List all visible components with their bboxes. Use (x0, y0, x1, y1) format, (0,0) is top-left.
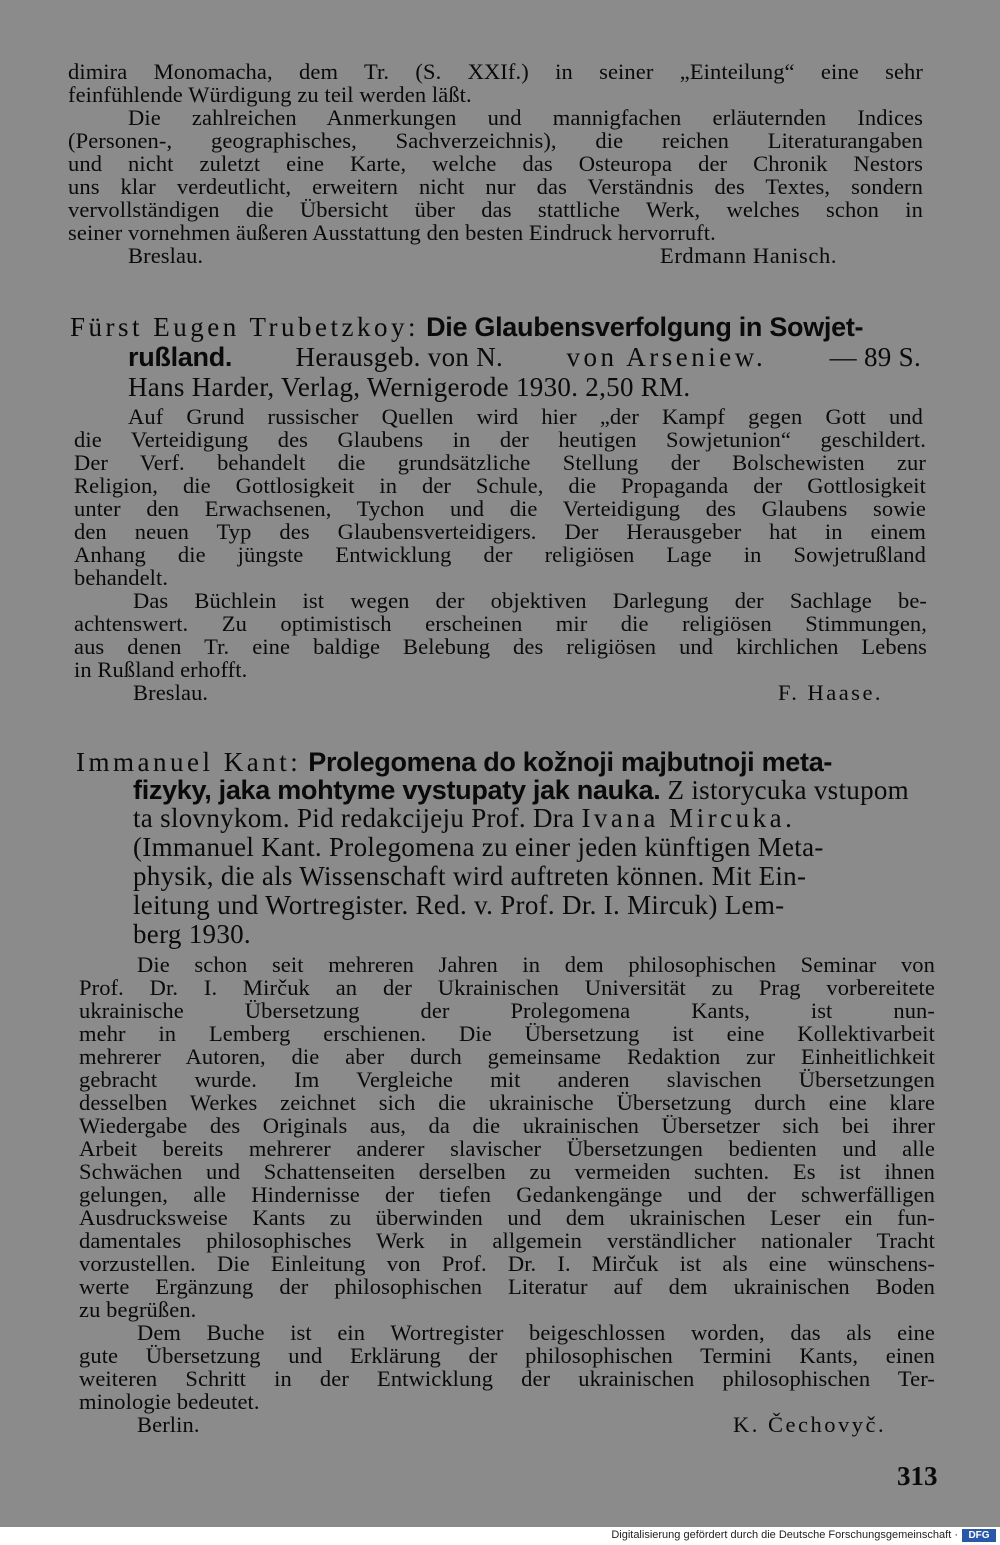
text-line: minologie bedeutet. (79, 1389, 260, 1414)
footer-text: Digitalisierung gefördert durch die Deutsche Forschungsgemeinschaft · (611, 1529, 958, 1541)
text-line: in Rußland erhofft. (74, 657, 248, 682)
review-editor: von Arseniew. (566, 342, 767, 372)
review-place: Breslau. (128, 243, 204, 268)
text-line: seiner vornehmen äußeren Ausstattung den besten Eindruck hervorruft. (68, 220, 716, 245)
review-heading (70, 312, 863, 342)
review-book-title: Prolegomena do kožnoji majbutnoji meta- (308, 747, 833, 777)
text-line: Religion, die Gottlosigkeit in der Schule, die Propaganda der Gottlosigkeit (74, 473, 926, 498)
review-book-title: fizyky, jaka mohtyme vystupaty jak nauka. (133, 775, 661, 805)
review-signature: K. Čechovyč. (733, 1412, 887, 1437)
review-publication: ta slovnykom. Pid redakcijeju Prof. Dra (133, 803, 575, 833)
text-line: werte Ergänzung der philosophischen Literatur auf dem ukrainischen Boden (79, 1274, 935, 1299)
text-line: den neuen Typ des Glaubensverteidigers. Der Herausgeber hat in einem (74, 519, 926, 544)
text-line: behandelt. (74, 565, 169, 590)
text-line: achtenswert. Zu optimistisch erscheinen mir die religiösen Stimmungen, (74, 611, 927, 636)
text-line: weiteren Schritt in der Entwicklung der ukrainischen philosophischen Ter- (79, 1366, 935, 1391)
review-heading-line (133, 803, 795, 833)
review-heading-line (128, 342, 921, 372)
review-book-title: rußland. (128, 342, 233, 372)
text-line: Arbeit bereits mehrerer anderer slavischer Übersetzungen bedienten und alle (79, 1136, 935, 1161)
text-line: Anhang die jüngste Entwicklung der religiösen Lage in Sowjetrußland (74, 542, 926, 567)
text-line: Prof. Dr. I. Mirčuk an der Ukrainischen Universität zu Prag vorbereitete (79, 975, 935, 1000)
review-place: Breslau. (133, 680, 209, 705)
review-place: Berlin. (137, 1412, 200, 1437)
review-publication: berg 1930. (133, 919, 251, 949)
text-line: mehrerer Autoren, die aber durch gemeinsame Redaktion zur Einheitlichkeit (79, 1044, 935, 1069)
text-line: desselben Werkes zeichnet sich die ukrainische Übersetzung durch eine klare (79, 1090, 935, 1115)
text-line: aus denen Tr. eine baldige Belebung des religiösen und kirchlichen Lebens (74, 634, 927, 659)
review-publication: (Immanuel Kant. Prolegomena zu einer jeden künftigen Meta- (133, 832, 824, 862)
page-number: 313 (897, 1461, 938, 1491)
text-line: vervollständigen die Übersicht über das stattliche Werk, welches schon in (68, 197, 923, 222)
text-line: Schwächen und Schattenseiten derselben zu vermeiden suchten. Es ist ihnen (79, 1159, 935, 1184)
text-line: feinfühlende Würdigung zu teil werden läßt. (68, 82, 472, 107)
review-editor: Ivana Mircuka. (581, 803, 796, 833)
text-line: Die zahlreichen Anmerkungen und mannigfachen erläuternden Indices (128, 105, 923, 130)
dfg-logo-icon: DFG (962, 1529, 996, 1542)
text-line: Die schon seit mehreren Jahren in dem philosophischen Seminar von (137, 952, 935, 977)
review-heading (76, 747, 832, 777)
review-publication: Z istorycuka vstupom (667, 775, 909, 805)
text-line: zu begrüßen. (79, 1297, 197, 1322)
review-pages: — 89 S. (829, 342, 921, 372)
text-line: Der Verf. behandelt die grundsätzliche Stellung der Bolschewisten zur (74, 450, 926, 475)
review-heading-line (133, 775, 909, 805)
text-line: Auf Grund russischer Quellen wird hier „der Kampf gegen Gott und (128, 404, 923, 429)
text-line: dimira Monomacha, dem Tr. (S. XXIf.) in seiner „Einteilung“ eine sehr (68, 59, 923, 84)
review-signature: Erdmann Hanisch. (660, 243, 838, 268)
text-line: mehr in Lemberg erschienen. Die Übersetzung ist eine Kollektivarbeit (79, 1021, 935, 1046)
review-author: Immanuel Kant: (76, 747, 302, 777)
review-publication: Herausgeb. von N. (295, 342, 504, 372)
text-line: ukrainische Übersetzung der Prolegomena Kants, ist nun- (79, 998, 935, 1023)
text-line: die Verteidigung des Glaubens in der heutigen Sowjetunion“ geschildert. (74, 427, 926, 452)
text-line: uns klar verdeutlicht, erweitern nicht nur das Verständnis des Textes, sondern (68, 174, 923, 199)
text-line: gute Übersetzung und Erklärung der philosophischen Termini Kants, einen (79, 1343, 935, 1368)
review-publication: leitung und Wortregister. Red. v. Prof. Dr. I. Mircuk) Lem- (133, 890, 785, 920)
text-line: gebracht wurde. Im Vergleiche mit anderen slavischen Übersetzungen (79, 1067, 935, 1092)
text-line: damentales philosophisches Werk in allgemein verständlicher nationaler Tracht (79, 1228, 935, 1253)
text-line: vorzustellen. Die Einleitung von Prof. Dr. I. Mirčuk ist als eine wünschens- (79, 1251, 935, 1276)
review-publication: physik, die als Wissenschaft wird auftreten können. Mit Ein- (133, 861, 807, 891)
text-line: unter den Erwachsenen, Tychon und die Verteidigung des Glaubens sowie (74, 496, 926, 521)
text-line: gelungen, alle Hindernisse der tiefen Gedankengänge und der schwerfälligen (79, 1182, 935, 1207)
text-line: Das Büchlein ist wegen der objektiven Darlegung der Sachlage be- (133, 588, 927, 613)
text-line: (Personen-, geographisches, Sachverzeichnis), die reichen Literaturangaben (68, 128, 923, 153)
review-author: Fürst Eugen Trubetzkoy: (70, 312, 420, 342)
text-line: Dem Buche ist ein Wortregister beigeschlossen worden, das als eine (137, 1320, 935, 1345)
text-line: Ausdrucksweise Kants zu überwinden und dem ukrainischen Leser ein fun- (79, 1205, 935, 1230)
text-line: Wiedergabe des Originals aus, da die ukrainischen Übersetzer sich bei ihrer (79, 1113, 935, 1138)
text-line: und nicht zuletzt eine Karte, welche das Osteuropa der Chronik Nestors (68, 151, 923, 176)
review-publication: Hans Harder, Verlag, Wernigerode 1930. 2,50 RM. (128, 372, 691, 402)
review-signature: F. Haase. (778, 680, 884, 705)
review-book-title: Die Glaubensverfolgung in Sowjet- (426, 312, 864, 342)
